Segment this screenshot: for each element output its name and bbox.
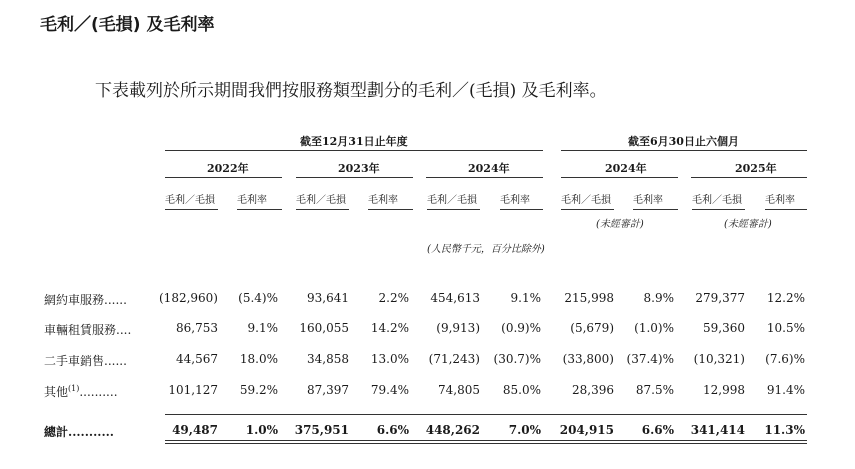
gross-profit-cell: 44,567 <box>176 352 218 366</box>
annual-group-header: 截至12月31日止年度 <box>300 135 408 148</box>
col-rule <box>165 209 218 210</box>
gross-profit-cell: 74,805 <box>438 383 480 397</box>
gross-profit-cell: 204,915 <box>559 423 614 437</box>
gross-profit-cell: 93,641 <box>307 291 349 305</box>
gross-margin-cell: (1.0)% <box>634 321 674 335</box>
row-label <box>44 383 118 400</box>
gross-profit-cell: 34,858 <box>307 352 349 366</box>
gross-profit-cell: (9,913) <box>436 321 480 335</box>
gross-profit-cell: 59,360 <box>703 321 745 335</box>
year-header-2025-interim: 2025年 <box>735 162 777 175</box>
gross-profit-cell: (10,321) <box>693 352 745 366</box>
col-rule <box>296 209 349 210</box>
intro-paragraph: 下表載列於所示期間我們按服務類型劃分的毛利／(毛損) 及毛利率。 <box>95 81 607 101</box>
col-rule <box>368 209 413 210</box>
col-rule <box>765 209 807 210</box>
total-top-rule <box>165 414 807 415</box>
gross-profit-cell: 28,396 <box>572 383 614 397</box>
year-header-2024: 2024年 <box>468 162 510 175</box>
footnote-marker: (1) <box>68 384 80 393</box>
row-label-text: 總計 <box>44 425 69 439</box>
gross-profit-cell: 341,414 <box>690 423 745 437</box>
gross-profit-cell: (71,243) <box>428 352 480 366</box>
gross-margin-cell: (7.6)% <box>765 352 805 366</box>
gross-margin-cell: 2.2% <box>378 291 409 305</box>
col-rule <box>692 209 745 210</box>
gross-profit-cell: 160,055 <box>299 321 349 335</box>
year-rule-2023 <box>296 177 413 178</box>
row-label <box>44 321 131 338</box>
gross-profit-cell: 101,127 <box>168 383 218 397</box>
gross-profit-cell: (5,679) <box>570 321 614 335</box>
col-label-profit: 毛利／毛損 <box>165 195 215 206</box>
gross-profit-cell: (33,800) <box>562 352 614 366</box>
col-label-margin: 毛利率 <box>500 195 530 206</box>
unaudited-note-2025: (未經審計) <box>724 219 772 230</box>
unaudited-note-2024: (未經審計) <box>596 219 644 230</box>
gross-margin-cell: 87.5% <box>635 383 674 397</box>
gross-margin-cell: (30.7)% <box>493 352 541 366</box>
gross-margin-cell: 59.2% <box>239 383 278 397</box>
leader-dots: ........... <box>68 425 114 439</box>
year-rule-2024 <box>426 177 543 178</box>
row-label <box>44 291 127 308</box>
col-label-profit: 毛利／毛損 <box>427 195 477 206</box>
col-label-profit: 毛利／毛損 <box>692 195 742 206</box>
row-label-text: 車輛租賃服務 <box>44 323 117 337</box>
col-label-margin: 毛利率 <box>237 195 267 206</box>
gross-margin-cell: (0.9)% <box>501 321 541 335</box>
gross-margin-cell: 11.3% <box>764 423 805 437</box>
gross-profit-cell: 375,951 <box>294 423 349 437</box>
col-label-margin: 毛利率 <box>765 195 795 206</box>
leader-dots: .... <box>116 323 132 337</box>
gross-margin-cell: 6.6% <box>641 423 674 437</box>
gross-margin-cell: (5.4)% <box>238 291 278 305</box>
col-rule <box>561 209 614 210</box>
row-label-text: 網約車服務 <box>44 293 105 307</box>
gross-profit-cell: 279,377 <box>695 291 745 305</box>
gross-margin-cell: 10.5% <box>766 321 805 335</box>
annual-group-rule <box>165 150 543 151</box>
gross-margin-cell: 85.0% <box>502 383 541 397</box>
gross-margin-cell: 1.0% <box>245 423 278 437</box>
row-label-text: 二手車銷售 <box>44 354 105 368</box>
year-rule-2024-interim <box>561 177 678 178</box>
gross-margin-cell: 7.0% <box>508 423 541 437</box>
gross-margin-cell: 9.1% <box>510 291 541 305</box>
gross-margin-cell: 12.2% <box>766 291 805 305</box>
row-label-text: 其他 <box>44 385 69 399</box>
gross-profit-cell: 448,262 <box>425 423 480 437</box>
interim-group-header: 截至6月30日止六個月 <box>628 135 739 148</box>
year-rule-2025-interim <box>691 177 807 178</box>
gross-margin-cell: 6.6% <box>376 423 409 437</box>
total-row-label <box>44 423 114 440</box>
gross-margin-cell: 14.2% <box>370 321 409 335</box>
unit-note: (人民幣千元，百分比除外) <box>427 244 545 255</box>
year-header-2022: 2022年 <box>207 162 249 175</box>
gross-margin-cell: 9.1% <box>247 321 278 335</box>
col-rule <box>427 209 480 210</box>
leader-dots: ...... <box>104 293 127 307</box>
section-heading: 毛利／(毛損) 及毛利率 <box>40 15 215 35</box>
gross-profit-cell: 86,753 <box>176 321 218 335</box>
gross-profit-cell: 215,998 <box>564 291 614 305</box>
year-header-2024-interim: 2024年 <box>605 162 647 175</box>
gross-margin-cell: 8.9% <box>643 291 674 305</box>
gross-profit-cell: 49,487 <box>172 423 218 437</box>
gross-margin-cell: 13.0% <box>370 352 409 366</box>
year-header-2023: 2023年 <box>338 162 380 175</box>
gross-margin-cell: 79.4% <box>370 383 409 397</box>
col-label-margin: 毛利率 <box>633 195 663 206</box>
gross-profit-cell: 454,613 <box>430 291 480 305</box>
col-rule <box>633 209 678 210</box>
col-label-profit: 毛利／毛損 <box>561 195 611 206</box>
col-rule <box>237 209 282 210</box>
leader-dots: ...... <box>104 354 127 368</box>
col-label-profit: 毛利／毛損 <box>296 195 346 206</box>
gross-profit-cell: 12,998 <box>703 383 745 397</box>
col-label-margin: 毛利率 <box>368 195 398 206</box>
col-rule <box>500 209 543 210</box>
row-label <box>44 352 127 369</box>
year-rule-2022 <box>165 177 282 178</box>
leader-dots: .......... <box>79 385 118 399</box>
gross-profit-cell: 87,397 <box>307 383 349 397</box>
gross-margin-cell: 91.4% <box>766 383 805 397</box>
gross-margin-cell: 18.0% <box>239 352 278 366</box>
total-double-rule <box>165 440 807 444</box>
gross-margin-cell: (37.4)% <box>626 352 674 366</box>
interim-group-rule <box>561 150 807 151</box>
gross-profit-cell: (182,960) <box>159 291 218 305</box>
